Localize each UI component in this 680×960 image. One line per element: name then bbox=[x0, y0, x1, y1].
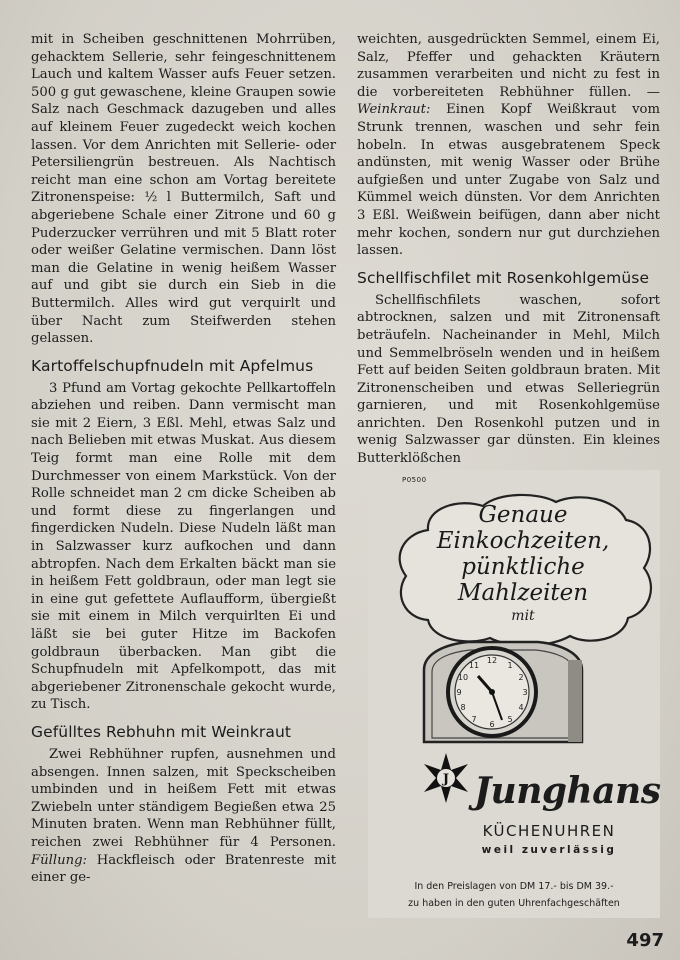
svg-text:3: 3 bbox=[522, 688, 528, 697]
svg-text:6: 6 bbox=[489, 720, 495, 729]
right-column bbox=[357, 31, 660, 468]
svg-text:8: 8 bbox=[460, 703, 466, 712]
brand-slogan: weil zuverlässig bbox=[481, 844, 617, 856]
svg-text:9: 9 bbox=[456, 688, 462, 697]
logo-letter: J bbox=[442, 772, 450, 787]
heading-kartoffelschupfnudeln: Kartoffelschupfnudeln mit Apfelmus bbox=[31, 356, 314, 375]
svg-text:1: 1 bbox=[507, 661, 513, 670]
paragraph-schupfnudeln: 3 Pfund am Vortag gekochte Pellkartoffeln abziehen und reiben. Dann vermischt man sie mit 2 Eiern, 3 Eßl. Mehl, etwas Salz und nach Belieben mit etwas Muskat. Aus diesem Teig formt man eine Rolle mit dem Durchmesser von einem Markstück. Von der Rolle schneidet man 2 cm dicke Scheiben ab und formt diese zu fingerlangen und fingerdicken Nudeln. Diese Nudeln läßt man in Salzwasser kurz aufkochen und dann abtropfen. Nach dem Erkalten bäckt man sie in heißem Fett goldbraun, oder man legt sie in eine gut gefettete Auflaufform, übergießt sie mit einem in Milch verquirlten Ei und läßt sie bei guter Hitze im Backofen goldbraun überbacken. Man gibt die Schupfnudeln mit Apfelkompott, das mit abgeriebener Zitronenschale gekocht wurde, zu Tisch. bbox=[31, 380, 336, 713]
svg-text:12: 12 bbox=[486, 656, 498, 665]
price-line-2: zu haben in den guten Uhrenfachgeschäften bbox=[408, 898, 620, 909]
brand-subtitle: KÜCHENUHREN bbox=[482, 822, 616, 840]
svg-text:11: 11 bbox=[468, 661, 480, 670]
price-info bbox=[368, 878, 660, 912]
junghans-advertisement bbox=[368, 470, 660, 918]
ad-line-3: pünktliche bbox=[461, 554, 585, 580]
rebhuhn-text-b: Hackfleisch oder Bratenreste mit einer ge- bbox=[31, 852, 336, 886]
left-column bbox=[31, 31, 336, 887]
heading-rebhuhn: Gefülltes Rebhuhn mit Weinkraut bbox=[31, 722, 292, 741]
ad-line-2: Einkochzeiten, bbox=[436, 528, 610, 554]
paragraph-fuellung-weinkraut bbox=[357, 31, 660, 260]
svg-text:10: 10 bbox=[457, 673, 469, 682]
price-line-1: In den Preislagen von DM 17.- bis DM 39.- bbox=[414, 881, 614, 892]
ad-headline bbox=[388, 502, 658, 606]
weinkraut-label: Weinkraut: bbox=[357, 102, 431, 118]
svg-text:2: 2 bbox=[518, 673, 524, 682]
brand-name: Junghans bbox=[474, 770, 661, 812]
ad-line-1: Genaue bbox=[478, 502, 568, 528]
svg-text:4: 4 bbox=[518, 703, 524, 712]
heading-schellfischfilet: Schellfischfilet mit Rosenkohlgemüse bbox=[357, 268, 650, 287]
ad-mit: mit bbox=[511, 608, 535, 624]
svg-text:5: 5 bbox=[507, 715, 513, 724]
paragraph-schellfisch: Schellfischfilets waschen, sofort abtrocknen, salzen und mit Zitronensaft beträufeln. Nacheinander in Mehl, Milch und Semmelbröseln wenden und in heißem Fett auf beiden Seiten goldbraun braten. Mit Zitronenscheiben und etwas Selleriegrün garnieren, und mit Rosenkohlgemüse anrichten. Den Rosenkohl putzen und in wenig Salzwasser gar dünsten. Ein kleines Butterklößchen bbox=[357, 292, 660, 467]
page-number: 497 bbox=[626, 930, 664, 951]
ad-code: P0500 bbox=[402, 476, 427, 484]
svg-text:7: 7 bbox=[471, 715, 477, 724]
ad-line-4: Mahlzeiten bbox=[457, 580, 589, 606]
kitchen-clock-icon bbox=[418, 630, 588, 748]
fuellung-text: weichten, ausgedrückten Semmel, einem Ei, Salz, Pfeffer und gehackten Kräutern zusammen verarbeiten und nicht zu fest in die vorbereiteten Rebhühner füllen. — bbox=[357, 32, 660, 100]
fuellung-label: Füllung: bbox=[31, 852, 87, 868]
paragraph-rebhuhn bbox=[31, 746, 336, 887]
paragraph-graupen: mit in Scheiben geschnittenen Mohrrüben, gehacktem Sellerie, sehr feingeschnittenem Lauch und kaltem Wasser aufs Feuer setzen. 500 g gut gewaschene, kleine Graupen sowie Salz nach Geschmack dazugeben und alles auf kleinem Feuer zugedeckt weich kochen lassen. Vor dem Anrichten mit Sellerie- oder Petersiliengrün bestreuen. Als Nachtisch reicht man eine schon am Vortag bereitete Zitronenspeise: ½ l Buttermilch, Saft und abgeriebene Schale einer Zitrone und 60 g Puderzucker verrühren und mit 5 Blatt roter oder weißer Gelatine vermischen. Dann löst man die Gelatine in wenig heißem Wasser auf und gibt sie durch ein Sieb in die Buttermilch. Alles wird gut verquirlt und über Nacht zum Steifwerden stehen gelassen. bbox=[31, 32, 336, 347]
rebhuhn-text-a: Zwei Rebhühner rupfen, ausnehmen und absengen. Innen salzen, mit Speckscheiben umbinden und in heißem Fett mit etwas Zwiebeln unter ständigem Begießen etwa 25 Minuten braten. Wenn man Rebhühner füllt, reichen zwei Rebhühner für 4 Personen. bbox=[31, 746, 336, 850]
junghans-star-logo-icon bbox=[420, 752, 472, 804]
weinkraut-text: Einen Kopf Weißkraut vom Strunk trennen, waschen und sehr fein hobeln. In etwas ausgebratenem Speck andünsten, mit wenig Wasser oder Brühe aufgießen und unter Zugabe von Salz und Kümmel weich dünsten. Vor dem Anrichten 3 Eßl. Weißwein beifügen, dann aber nicht mehr kochen, sondern nur gut durchziehen lassen. bbox=[357, 102, 660, 259]
